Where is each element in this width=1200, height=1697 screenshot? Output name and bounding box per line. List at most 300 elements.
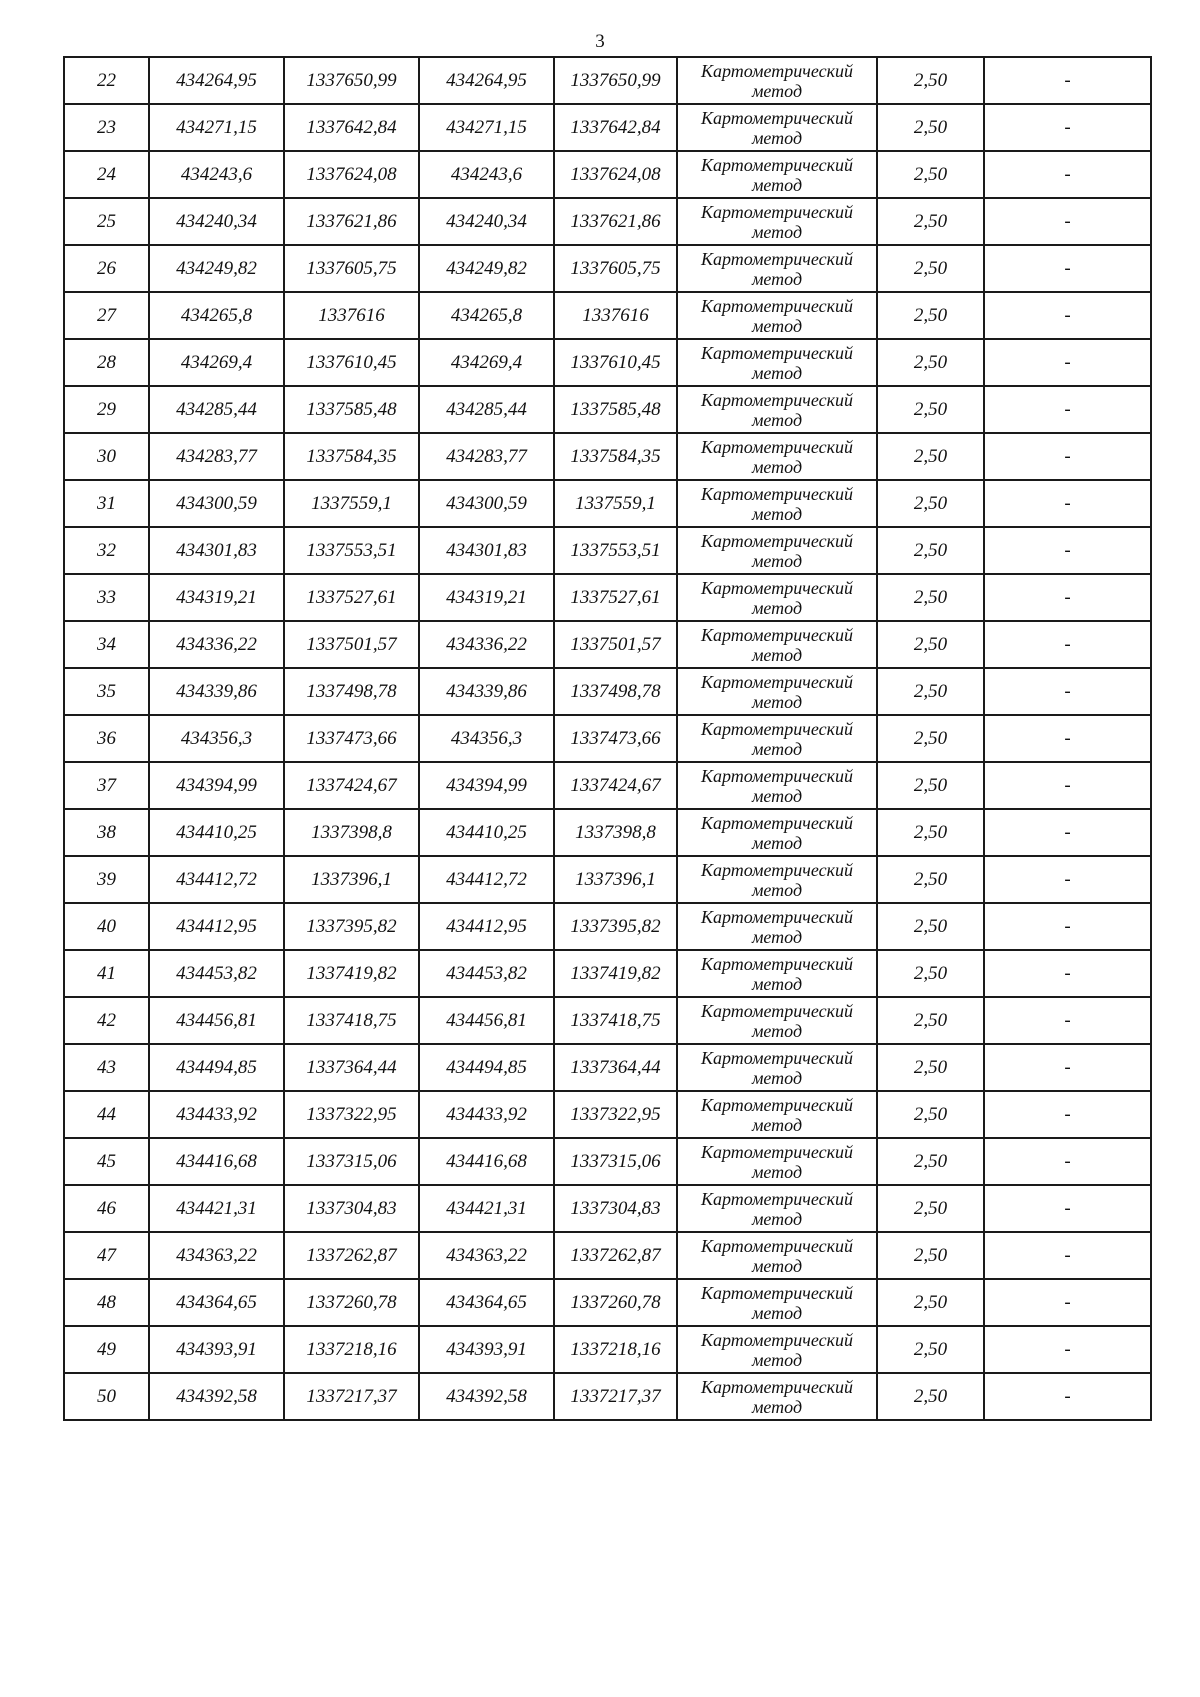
note-cell: - [984,762,1151,809]
method-label-line2: метод [751,503,803,524]
y-coordinate-new-cell: 1337418,75 [554,997,677,1044]
point-number-cell: 30 [64,433,149,480]
accuracy-cell: 2,50 [877,151,984,198]
accuracy-cell: 2,50 [877,339,984,386]
note-cell: - [984,1138,1151,1185]
table-row [64,856,1151,903]
y-coordinate-cell: 1337396,1 [284,856,419,903]
note-cell: - [984,1279,1151,1326]
note-cell: - [984,997,1151,1044]
y-coordinate-new-cell: 1337304,83 [554,1185,677,1232]
method-label-line1: Картометрический [700,295,853,316]
table-row [64,1044,1151,1091]
table-row [64,480,1151,527]
method-cell [677,1185,877,1232]
y-coordinate-cell: 1337584,35 [284,433,419,480]
method-cell [677,1091,877,1138]
method-label-line2: метод [751,1067,803,1088]
point-number-cell: 22 [64,57,149,104]
x-coordinate-cell: 434301,83 [149,527,284,574]
point-number-cell: 31 [64,480,149,527]
y-coordinate-cell: 1337419,82 [284,950,419,997]
table-row [64,809,1151,856]
point-number-cell: 48 [64,1279,149,1326]
x-coordinate-cell: 434456,81 [149,997,284,1044]
table-row [64,245,1151,292]
point-number-cell: 40 [64,903,149,950]
y-coordinate-cell: 1337621,86 [284,198,419,245]
note-cell: - [984,1326,1151,1373]
accuracy-cell: 2,50 [877,104,984,151]
table-row [64,1326,1151,1373]
note-cell: - [984,104,1151,151]
y-coordinate-cell: 1337315,06 [284,1138,419,1185]
y-coordinate-cell: 1337616 [284,292,419,339]
x-coordinate-new-cell: 434494,85 [419,1044,554,1091]
accuracy-cell: 2,50 [877,1373,984,1420]
y-coordinate-cell: 1337262,87 [284,1232,419,1279]
note-cell: - [984,433,1151,480]
method-label-line2: метод [751,80,803,101]
y-coordinate-cell: 1337501,57 [284,621,419,668]
y-coordinate-new-cell: 1337610,45 [554,339,677,386]
y-coordinate-new-cell: 1337262,87 [554,1232,677,1279]
x-coordinate-cell: 434339,86 [149,668,284,715]
y-coordinate-new-cell: 1337395,82 [554,903,677,950]
method-label-line2: метод [751,1020,803,1041]
method-label-line2: метод [751,221,803,242]
table-row [64,903,1151,950]
x-coordinate-new-cell: 434271,15 [419,104,554,151]
table-row [64,292,1151,339]
point-number-cell: 25 [64,198,149,245]
x-coordinate-new-cell: 434356,3 [419,715,554,762]
method-label-line1: Картометрический [700,154,853,175]
method-cell [677,1232,877,1279]
note-cell: - [984,1373,1151,1420]
table-row [64,339,1151,386]
x-coordinate-cell: 434494,85 [149,1044,284,1091]
x-coordinate-new-cell: 434412,95 [419,903,554,950]
method-cell [677,527,877,574]
method-label-line2: метод [751,879,803,900]
x-coordinate-new-cell: 434240,34 [419,198,554,245]
accuracy-cell: 2,50 [877,1091,984,1138]
x-coordinate-cell: 434283,77 [149,433,284,480]
method-cell [677,480,877,527]
y-coordinate-new-cell: 1337260,78 [554,1279,677,1326]
method-label-line2: метод [751,1161,803,1182]
method-label-line2: метод [751,691,803,712]
y-coordinate-new-cell: 1337553,51 [554,527,677,574]
note-cell: - [984,950,1151,997]
x-coordinate-cell: 434300,59 [149,480,284,527]
method-label-line2: метод [751,456,803,477]
y-coordinate-cell: 1337650,99 [284,57,419,104]
method-label-line2: метод [751,1396,803,1417]
point-number-cell: 43 [64,1044,149,1091]
y-coordinate-cell: 1337527,61 [284,574,419,621]
accuracy-cell: 2,50 [877,433,984,480]
method-label-line1: Картометрический [700,624,853,645]
accuracy-cell: 2,50 [877,762,984,809]
y-coordinate-new-cell: 1337315,06 [554,1138,677,1185]
point-number-cell: 32 [64,527,149,574]
method-label-line2: метод [751,127,803,148]
x-coordinate-cell: 434271,15 [149,104,284,151]
point-number-cell: 39 [64,856,149,903]
y-coordinate-new-cell: 1337322,95 [554,1091,677,1138]
point-number-cell: 36 [64,715,149,762]
method-cell [677,104,877,151]
y-coordinate-new-cell: 1337621,86 [554,198,677,245]
x-coordinate-cell: 434243,6 [149,151,284,198]
y-coordinate-new-cell: 1337498,78 [554,668,677,715]
y-coordinate-new-cell: 1337364,44 [554,1044,677,1091]
point-number-cell: 27 [64,292,149,339]
x-coordinate-cell: 434285,44 [149,386,284,433]
method-label-line2: метод [751,644,803,665]
method-cell [677,856,877,903]
method-cell [677,997,877,1044]
point-number-cell: 42 [64,997,149,1044]
y-coordinate-new-cell: 1337424,67 [554,762,677,809]
y-coordinate-new-cell: 1337218,16 [554,1326,677,1373]
x-coordinate-cell: 434336,22 [149,621,284,668]
y-coordinate-cell: 1337424,67 [284,762,419,809]
method-cell [677,574,877,621]
x-coordinate-cell: 434363,22 [149,1232,284,1279]
x-coordinate-new-cell: 434264,95 [419,57,554,104]
x-coordinate-new-cell: 434364,65 [419,1279,554,1326]
x-coordinate-new-cell: 434336,22 [419,621,554,668]
method-label-line2: метод [751,597,803,618]
x-coordinate-cell: 434453,82 [149,950,284,997]
x-coordinate-new-cell: 434269,4 [419,339,554,386]
table-row [64,715,1151,762]
method-label-line2: метод [751,362,803,383]
y-coordinate-new-cell: 1337616 [554,292,677,339]
note-cell: - [984,57,1151,104]
point-number-cell: 29 [64,386,149,433]
y-coordinate-new-cell: 1337527,61 [554,574,677,621]
y-coordinate-new-cell: 1337584,35 [554,433,677,480]
method-label-line1: Картометрический [700,530,853,551]
page-number: 3 [595,31,605,52]
x-coordinate-new-cell: 434421,31 [419,1185,554,1232]
note-cell: - [984,386,1151,433]
point-number-cell: 41 [64,950,149,997]
table-row [64,104,1151,151]
note-cell: - [984,668,1151,715]
method-label-line1: Картометрический [700,248,853,269]
y-coordinate-cell: 1337217,37 [284,1373,419,1420]
coordinates-table [63,56,1152,1421]
x-coordinate-new-cell: 434339,86 [419,668,554,715]
accuracy-cell: 2,50 [877,997,984,1044]
y-coordinate-new-cell: 1337419,82 [554,950,677,997]
y-coordinate-new-cell: 1337398,8 [554,809,677,856]
table-row [64,151,1151,198]
method-label-line2: метод [751,1349,803,1370]
method-label-line1: Картометрический [700,577,853,598]
x-coordinate-new-cell: 434319,21 [419,574,554,621]
x-coordinate-cell: 434433,92 [149,1091,284,1138]
accuracy-cell: 2,50 [877,1326,984,1373]
point-number-cell: 24 [64,151,149,198]
x-coordinate-cell: 434264,95 [149,57,284,104]
x-coordinate-cell: 434412,95 [149,903,284,950]
note-cell: - [984,715,1151,762]
table-row [64,1091,1151,1138]
y-coordinate-cell: 1337605,75 [284,245,419,292]
method-label-line2: метод [751,926,803,947]
y-coordinate-new-cell: 1337396,1 [554,856,677,903]
x-coordinate-new-cell: 434243,6 [419,151,554,198]
note-cell: - [984,1185,1151,1232]
x-coordinate-new-cell: 434416,68 [419,1138,554,1185]
table-row [64,198,1151,245]
y-coordinate-new-cell: 1337642,84 [554,104,677,151]
x-coordinate-new-cell: 434283,77 [419,433,554,480]
note-cell: - [984,480,1151,527]
note-cell: - [984,574,1151,621]
accuracy-cell: 2,50 [877,292,984,339]
point-number-cell: 28 [64,339,149,386]
table-row [64,1185,1151,1232]
note-cell: - [984,621,1151,668]
method-label-line2: метод [751,268,803,289]
point-number-cell: 44 [64,1091,149,1138]
note-cell: - [984,1091,1151,1138]
method-label-line2: метод [751,785,803,806]
method-cell [677,292,877,339]
accuracy-cell: 2,50 [877,57,984,104]
x-coordinate-cell: 434269,4 [149,339,284,386]
y-coordinate-cell: 1337304,83 [284,1185,419,1232]
point-number-cell: 35 [64,668,149,715]
accuracy-cell: 2,50 [877,574,984,621]
method-cell [677,1279,877,1326]
note-cell: - [984,339,1151,386]
y-coordinate-new-cell: 1337559,1 [554,480,677,527]
x-coordinate-cell: 434249,82 [149,245,284,292]
accuracy-cell: 2,50 [877,856,984,903]
x-coordinate-new-cell: 434453,82 [419,950,554,997]
table-row [64,762,1151,809]
method-label-line1: Картометрический [700,1141,853,1162]
method-cell [677,1044,877,1091]
method-label-line1: Картометрический [700,389,853,410]
method-label-line1: Картометрический [700,671,853,692]
y-coordinate-new-cell: 1337650,99 [554,57,677,104]
x-coordinate-new-cell: 434412,72 [419,856,554,903]
method-cell [677,950,877,997]
point-number-cell: 23 [64,104,149,151]
y-coordinate-cell: 1337498,78 [284,668,419,715]
point-number-cell: 26 [64,245,149,292]
method-label-line2: метод [751,550,803,571]
note-cell: - [984,1044,1151,1091]
method-label-line1: Картометрический [700,1047,853,1068]
y-coordinate-cell: 1337395,82 [284,903,419,950]
method-label-line1: Картометрический [700,812,853,833]
y-coordinate-new-cell: 1337473,66 [554,715,677,762]
y-coordinate-new-cell: 1337585,48 [554,386,677,433]
accuracy-cell: 2,50 [877,198,984,245]
x-coordinate-new-cell: 434301,83 [419,527,554,574]
x-coordinate-new-cell: 434410,25 [419,809,554,856]
x-coordinate-cell: 434356,3 [149,715,284,762]
point-number-cell: 50 [64,1373,149,1420]
x-coordinate-cell: 434416,68 [149,1138,284,1185]
accuracy-cell: 2,50 [877,715,984,762]
method-label-line1: Картометрический [700,342,853,363]
method-label-line1: Картометрический [700,1376,853,1397]
accuracy-cell: 2,50 [877,903,984,950]
method-cell [677,433,877,480]
y-coordinate-cell: 1337585,48 [284,386,419,433]
y-coordinate-new-cell: 1337624,08 [554,151,677,198]
y-coordinate-cell: 1337624,08 [284,151,419,198]
x-coordinate-new-cell: 434433,92 [419,1091,554,1138]
x-coordinate-new-cell: 434392,58 [419,1373,554,1420]
note-cell: - [984,245,1151,292]
y-coordinate-cell: 1337559,1 [284,480,419,527]
point-number-cell: 47 [64,1232,149,1279]
y-coordinate-cell: 1337553,51 [284,527,419,574]
x-coordinate-cell: 434410,25 [149,809,284,856]
method-label-line1: Картометрический [700,1329,853,1350]
table-row [64,1232,1151,1279]
x-coordinate-new-cell: 434265,8 [419,292,554,339]
accuracy-cell: 2,50 [877,1279,984,1326]
y-coordinate-cell: 1337364,44 [284,1044,419,1091]
accuracy-cell: 2,50 [877,1138,984,1185]
accuracy-cell: 2,50 [877,527,984,574]
point-number-cell: 46 [64,1185,149,1232]
method-label-line1: Картометрический [700,60,853,81]
method-cell [677,809,877,856]
x-coordinate-new-cell: 434285,44 [419,386,554,433]
y-coordinate-cell: 1337418,75 [284,997,419,1044]
method-label-line2: метод [751,1255,803,1276]
y-coordinate-new-cell: 1337501,57 [554,621,677,668]
method-label-line2: метод [751,409,803,430]
method-label-line2: метод [751,738,803,759]
method-cell [677,198,877,245]
method-cell [677,762,877,809]
y-coordinate-cell: 1337260,78 [284,1279,419,1326]
note-cell: - [984,527,1151,574]
note-cell: - [984,198,1151,245]
method-label-line1: Картометрический [700,1000,853,1021]
accuracy-cell: 2,50 [877,386,984,433]
method-cell [677,339,877,386]
y-coordinate-new-cell: 1337605,75 [554,245,677,292]
method-label-line2: метод [751,174,803,195]
accuracy-cell: 2,50 [877,1185,984,1232]
y-coordinate-cell: 1337610,45 [284,339,419,386]
table-row [64,1373,1151,1420]
x-coordinate-new-cell: 434393,91 [419,1326,554,1373]
x-coordinate-cell: 434421,31 [149,1185,284,1232]
point-number-cell: 38 [64,809,149,856]
note-cell: - [984,809,1151,856]
note-cell: - [984,151,1151,198]
method-label-line1: Картометрический [700,953,853,974]
method-label-line1: Картометрический [700,107,853,128]
note-cell: - [984,292,1151,339]
point-number-cell: 37 [64,762,149,809]
x-coordinate-cell: 434364,65 [149,1279,284,1326]
table-row [64,386,1151,433]
y-coordinate-cell: 1337322,95 [284,1091,419,1138]
note-cell: - [984,903,1151,950]
method-label-line1: Картометрический [700,1235,853,1256]
method-cell [677,715,877,762]
method-label-line1: Картометрический [700,436,853,457]
method-cell [677,151,877,198]
table-row [64,527,1151,574]
method-label-line1: Картометрический [700,859,853,880]
method-label-line2: метод [751,1302,803,1323]
accuracy-cell: 2,50 [877,480,984,527]
table-row [64,574,1151,621]
x-coordinate-cell: 434393,91 [149,1326,284,1373]
accuracy-cell: 2,50 [877,668,984,715]
accuracy-cell: 2,50 [877,1044,984,1091]
y-coordinate-cell: 1337398,8 [284,809,419,856]
method-cell [677,1326,877,1373]
x-coordinate-new-cell: 434249,82 [419,245,554,292]
table-row [64,57,1151,104]
x-coordinate-cell: 434319,21 [149,574,284,621]
method-label-line2: метод [751,832,803,853]
method-label-line1: Картометрический [700,483,853,504]
table-row [64,1138,1151,1185]
method-cell [677,1138,877,1185]
method-label-line1: Картометрический [700,718,853,739]
x-coordinate-new-cell: 434300,59 [419,480,554,527]
y-coordinate-cell: 1337642,84 [284,104,419,151]
y-coordinate-cell: 1337218,16 [284,1326,419,1373]
method-cell [677,668,877,715]
method-cell [677,245,877,292]
accuracy-cell: 2,50 [877,621,984,668]
accuracy-cell: 2,50 [877,1232,984,1279]
method-label-line1: Картометрический [700,906,853,927]
method-label-line1: Картометрический [700,201,853,222]
method-label-line2: метод [751,315,803,336]
x-coordinate-new-cell: 434394,99 [419,762,554,809]
point-number-cell: 34 [64,621,149,668]
point-number-cell: 45 [64,1138,149,1185]
x-coordinate-cell: 434412,72 [149,856,284,903]
accuracy-cell: 2,50 [877,950,984,997]
method-cell [677,57,877,104]
note-cell: - [984,1232,1151,1279]
method-cell [677,1373,877,1420]
x-coordinate-cell: 434265,8 [149,292,284,339]
x-coordinate-new-cell: 434363,22 [419,1232,554,1279]
note-cell: - [984,856,1151,903]
method-label-line2: метод [751,1208,803,1229]
x-coordinate-cell: 434394,99 [149,762,284,809]
table-row [64,950,1151,997]
table-row [64,621,1151,668]
method-label-line1: Картометрический [700,1188,853,1209]
